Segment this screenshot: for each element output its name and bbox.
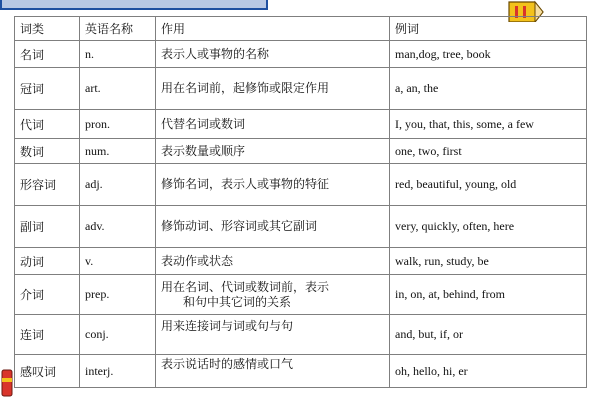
cell-pos: 连词 — [15, 315, 80, 355]
cell-pos: 介词 — [15, 275, 80, 315]
cell-examples: one, two, first — [390, 139, 587, 164]
cell-abbr: n. — [80, 41, 156, 68]
cell-examples: red, beautiful, young, old — [390, 164, 587, 206]
table-row — [15, 68, 587, 110]
table-row — [15, 248, 587, 275]
cell-use: 用来连接词与词或句与句 — [156, 315, 390, 355]
table-row — [15, 315, 587, 355]
cell-abbr: pron. — [80, 110, 156, 139]
parts-of-speech-table — [14, 16, 587, 388]
cell-abbr: prep. — [80, 275, 156, 315]
table-row — [15, 164, 587, 206]
pencil-icon — [0, 368, 14, 400]
cell-abbr: adj. — [80, 164, 156, 206]
cell-examples: I, you, that, this, some, a few — [390, 110, 587, 139]
cell-use: 修饰动词、形容词或其它副词 — [156, 206, 390, 248]
title-bar-fragment — [0, 0, 268, 10]
header-english-name: 英语名称 — [80, 17, 156, 41]
cell-use: 表动作或状态 — [156, 248, 390, 275]
cell-use: 表示数量或顺序 — [156, 139, 390, 164]
cell-pos: 冠词 — [15, 68, 80, 110]
table-header-row — [15, 17, 587, 41]
cell-pos: 感叹词 — [15, 355, 80, 388]
cell-pos: 数词 — [15, 139, 80, 164]
cell-use: 用在名词前，起修饰或限定作用 — [156, 68, 390, 110]
table-row — [15, 110, 587, 139]
cell-abbr: num. — [80, 139, 156, 164]
cell-use-line-1: 用在名词、代词或数词前，表示 — [161, 279, 330, 294]
cell-examples: very, quickly, often, here — [390, 206, 587, 248]
cell-pos: 动词 — [15, 248, 80, 275]
cell-use: 代替名词或数词 — [156, 110, 390, 139]
cell-examples: and, but, if, or — [390, 315, 587, 355]
cell-examples: in, on, at, behind, from — [390, 275, 587, 315]
header-examples: 例词 — [390, 17, 587, 41]
cell-pos: 形容词 — [15, 164, 80, 206]
cell-use: 表示人或事物的名称 — [156, 41, 390, 68]
table-row — [15, 41, 587, 68]
table-row — [15, 355, 587, 388]
cell-pos: 代词 — [15, 110, 80, 139]
cell-abbr: interj. — [80, 355, 156, 388]
cell-pos: 名词 — [15, 41, 80, 68]
table-row — [15, 139, 587, 164]
table-row — [15, 206, 587, 248]
cell-examples: oh, hello, hi, er — [390, 355, 587, 388]
cell-examples: walk, run, study, be — [390, 248, 587, 275]
cell-use: 表示说话时的感情或口气 — [156, 355, 390, 388]
cell-examples: a, an, the — [390, 68, 587, 110]
cell-use-line-2: 和句中其它词的关系 — [183, 294, 292, 309]
cell-pos: 副词 — [15, 206, 80, 248]
cell-use — [156, 275, 390, 315]
cell-abbr: v. — [80, 248, 156, 275]
cell-abbr: conj. — [80, 315, 156, 355]
cell-examples: man,dog, tree, book — [390, 41, 587, 68]
header-pos: 词类 — [15, 17, 80, 41]
cell-use: 修饰名词，表示人或事物的特征 — [156, 164, 390, 206]
table-row — [15, 275, 587, 315]
cell-abbr: art. — [80, 68, 156, 110]
header-function: 作用 — [156, 17, 390, 41]
cell-abbr: adv. — [80, 206, 156, 248]
